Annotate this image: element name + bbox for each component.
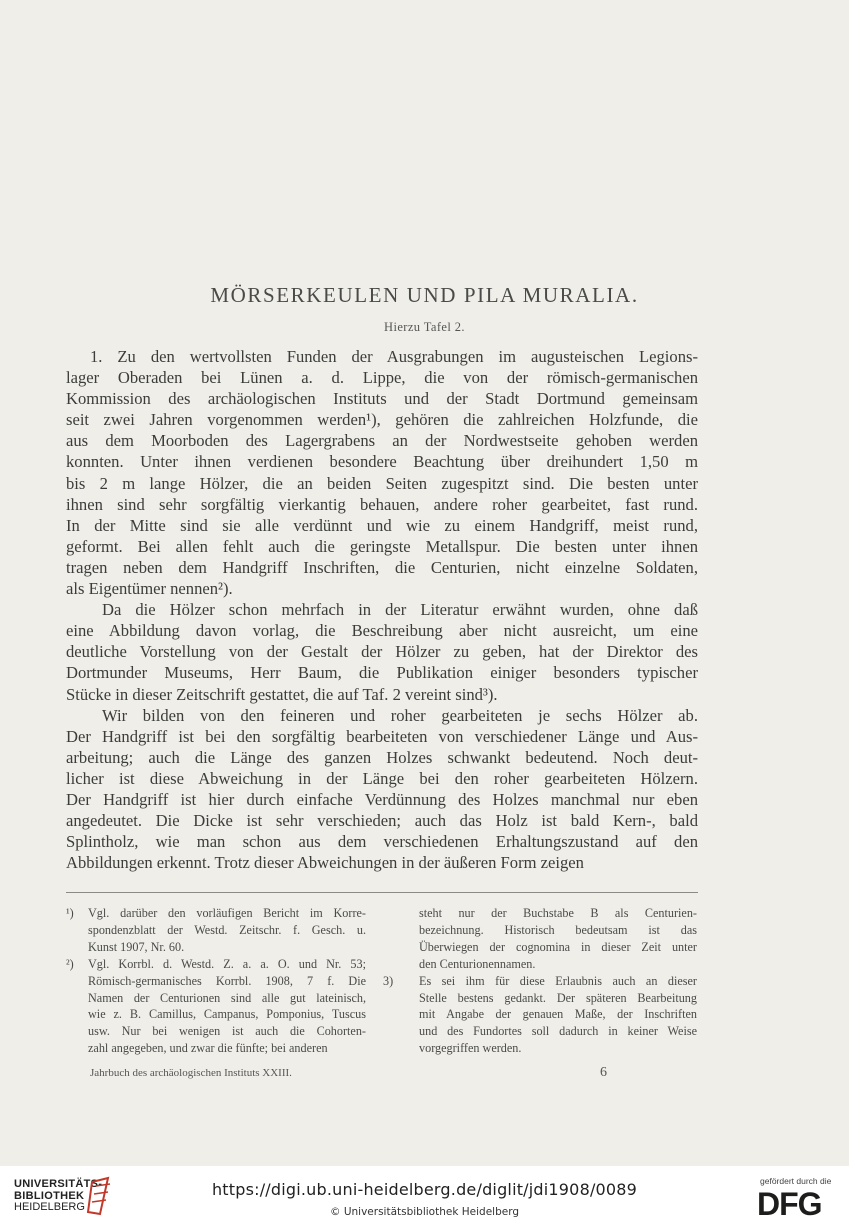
text-line: Namen der Centurionen sind alle gut lateinisch, (88, 990, 366, 1005)
text-line: Der Handgriff ist bei den sorgfältig bearbeiteten von verschiedener Länge und Aus- (66, 726, 698, 746)
paragraph-2 (66, 599, 698, 704)
text-line: Römisch-germanisches Korrbl. 1908, 7 f. Die (88, 973, 366, 988)
text-line: 1. Zu den wertvollsten Funden der Ausgrabungen im augusteischen Legions- (90, 347, 698, 366)
text-line: Der Handgriff ist hier durch einfache Verdünnung des Holzes manchmal nur eben (66, 789, 698, 809)
text-line: geformt. Bei allen fehlt auch die geringste Metallspur. Die besten unter ihnen (66, 536, 698, 556)
running-footer: Jahrbuch des archäologischen Instituts XXIII. (90, 1067, 292, 1079)
text-line: Wir bilden von den feineren und roher gearbeiteten je sechs Hölzer ab. (102, 705, 698, 725)
text-line: steht nur der Buchstabe B als Centurien- (419, 906, 697, 920)
sponsor-label: gefördert durch die (760, 1176, 832, 1186)
article-subtitle: Hierzu Tafel 2. (384, 320, 465, 334)
text-line: Kunst 1907, Nr. 60. (88, 939, 185, 954)
text-line: aus dem Moorboden des Lagergrabens an der Nordwestseite gehoben werden (66, 431, 698, 451)
text-line: In der Mitte sind sie alle verdünnt und wie zu einem Handgriff, meist rund, (66, 515, 698, 535)
text-line: bis 2 m lange Hölzer, die an beiden Seiten zugespitzt sind. Die besten unter (66, 473, 698, 493)
footnote-1 (66, 905, 366, 956)
footnote-marker: ¹) (66, 906, 74, 920)
library-line-3: HEIDELBERG (14, 1201, 85, 1213)
text-line: spondenzblatt der Westd. Zeitschr. f. Gesch. u. (88, 922, 366, 937)
text-line: licher ist diese Abweichung in der Länge bei den roher gearbeiteten Hölzern. (66, 768, 698, 788)
paragraph-3 (66, 705, 698, 874)
footnote-column-right (383, 905, 697, 1057)
copyright-text: © Universitätsbibliothek Heidelberg (329, 1206, 519, 1218)
text-line: bezeichnung. Historisch bedeutsam ist das (419, 922, 697, 937)
body-text (66, 346, 698, 873)
text-line: konnten. Unter ihnen verdienen besondere Beachtung über dreihundert 1,50 m (66, 452, 698, 472)
text-line: Splintholz, wie man schon aus dem verschiedenen Erhaltungszustand auf den (66, 832, 698, 852)
footnote-rule (66, 892, 698, 893)
text-line: eine Abbildung davon vorlag, die Beschreibung aber nicht ausreicht, um eine (66, 621, 698, 641)
page-number: 6 (600, 1065, 607, 1080)
article-title: MÖRSERKEULEN UND PILA MURALIA. (210, 283, 639, 307)
paragraph-1 (66, 346, 698, 599)
text-line: wie z. B. Camillus, Campanus, Pomponius, Tuscus (88, 1007, 366, 1022)
footnote-marker: 3) (383, 973, 394, 988)
text-line: Vgl. Korrbl. d. Westd. Z. a. a. O. und Nr. 53; (88, 956, 366, 971)
footnote-column-left (66, 905, 366, 1057)
text-line: Vgl. darüber den vorläufigen Bericht im Korre- (88, 906, 366, 920)
text-line: lager Oberaden bei Lünen a. d. Lippe, die von der römisch-germanischen (66, 368, 698, 388)
dfg-logo[interactable]: DFG (757, 1186, 822, 1222)
text-line: den Centurionennamen. (419, 956, 536, 971)
text-line: angedeutet. Die Dicke ist sehr verschieden; auch das Holz ist bald Kern-, bald (66, 811, 698, 831)
footnote-marker: ²) (66, 956, 74, 971)
text-line: mit Angabe der genauen Maße, der Inschriften (419, 1007, 697, 1022)
text-line: Da die Hölzer schon mehrfach in der Literatur erwähnt wurden, ohne daß (102, 600, 698, 620)
text-line: usw. Nur bei wenigen ist auch die Cohorten- (88, 1024, 366, 1039)
text-line: zahl angegeben, und zwar die fünfte; bei anderen (88, 1041, 328, 1056)
footnote-3 (383, 973, 697, 1058)
library-line-2: BIBLIOTHEK (14, 1189, 85, 1202)
footnote-2 (66, 956, 366, 1057)
text-line: Dortmunder Museums, Herr Baum, die Publikation einiger besonders typischer (66, 663, 698, 683)
permalink-url[interactable]: https://digi.ub.uni-heidelberg.de/diglit/jdi1908/0089 (211, 1180, 638, 1199)
text-line: und des Fundortes soll dadurch in keiner Weise (419, 1024, 697, 1039)
text-line: vorgegriffen werden. (419, 1041, 522, 1056)
text-line: deutliche Vorstellung von der Gestalt der Hölzer zu geben, hat der Direktor des (66, 642, 698, 662)
text-line: tragen neben dem Handgriff Inschriften, die Centurien, nicht einzelne Soldaten, (66, 557, 698, 577)
text-line: seit zwei Jahren vorgenommen werden¹), gehören die zahlreichen Holzfunde, die (66, 410, 698, 430)
text-line: als Eigentümer nennen²). (66, 579, 233, 599)
text-line: Stücke in dieser Zeitschrift gestattet, die auf Taf. 2 vereint sind³). (66, 684, 498, 704)
text-line: Es sei ihm für diese Erlaubnis auch an dieser (419, 973, 697, 988)
text-line: arbeitung; auch die Länge des ganzen Holzes schwankt bedeutend. Noch deut- (66, 747, 698, 767)
text-line: Abbildungen erkennt. Trotz dieser Abweichungen in der äußeren Form zeigen (66, 853, 584, 873)
text-line: ihnen sind sehr sorgfältig vierkantig behauen, andere roher gearbeitet, fast rund. (66, 494, 698, 514)
text-line: Stelle bestens gedankt. Der späteren Bearbeitung (419, 990, 697, 1005)
library-line-1: UNIVERSITÄTS- (14, 1178, 103, 1190)
text-line: Überwiegen der cognomina in dieser Zeit unter (419, 939, 697, 954)
footnote-2-continued (397, 905, 697, 973)
text-line: Kommission des archäologischen Instituts und der Stadt Dortmund gemeinsam (66, 389, 698, 409)
